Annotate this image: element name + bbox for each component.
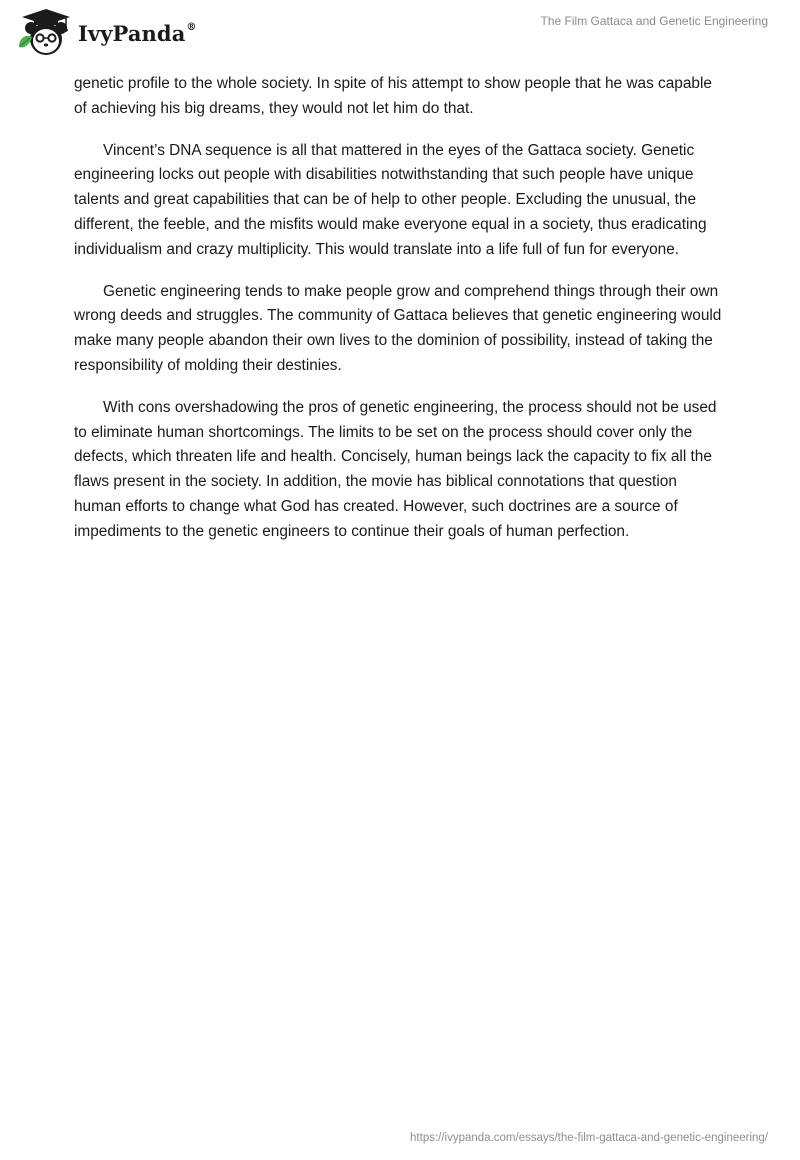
registered-mark: ®	[186, 21, 197, 33]
panda-graduate-icon	[16, 7, 74, 57]
paragraph: Genetic engineering tends to make people grow and comprehend things through their own wrong deeds and struggles. The community of Gattaca believes that genetic engineering would make many people abandon their own lives to the dominion of possibility, instead of taking the responsibility of molding their destinies.	[74, 282, 722, 374]
page-header	[0, 0, 800, 64]
document-title: The Film Gattaca and Genetic Engineering	[540, 14, 768, 28]
source-url-link[interactable]: https://ivypanda.com/essays/the-film-gattaca-and-genetic-engineering/	[410, 1132, 768, 1144]
paragraph: With cons overshadowing the pros of genetic engineering, the process should not be used to eliminate human shortcomings. The limits to be set on the process should cover only the defects, which threaten life and health. Concisely, human beings lack the capacity to fix all the flaws present in the society. In addition, the movie has biblical connotations that question human efforts to change what God has created. However, such doctrines are a source of impediments to the genetic engineers to continue their goals of human perfection.	[74, 398, 717, 540]
paragraph: Vincent’s DNA sequence is all that mattered in the eyes of the Gattaca society. Genetic engineering locks out people with disabilities notwithstanding that such people have unique talents and great capabilities that can be of help to other people. Excluding the unusual, the different, the feeble, and the misfits would make everyone equal in a society, thus eradicating individualism and crazy multiplicity. This would translate into a life full of fun for everyone.	[74, 141, 707, 258]
essay-body	[74, 72, 726, 562]
paragraph-continuation: genetic profile to the whole society. In spite of his attempt to show people that he was capable of achieving his big dreams, they would not let him do that.	[74, 75, 712, 117]
brand-name	[78, 21, 197, 46]
ivypanda-logo[interactable]	[16, 7, 197, 57]
brand-name-text: IvyPanda	[78, 20, 186, 46]
